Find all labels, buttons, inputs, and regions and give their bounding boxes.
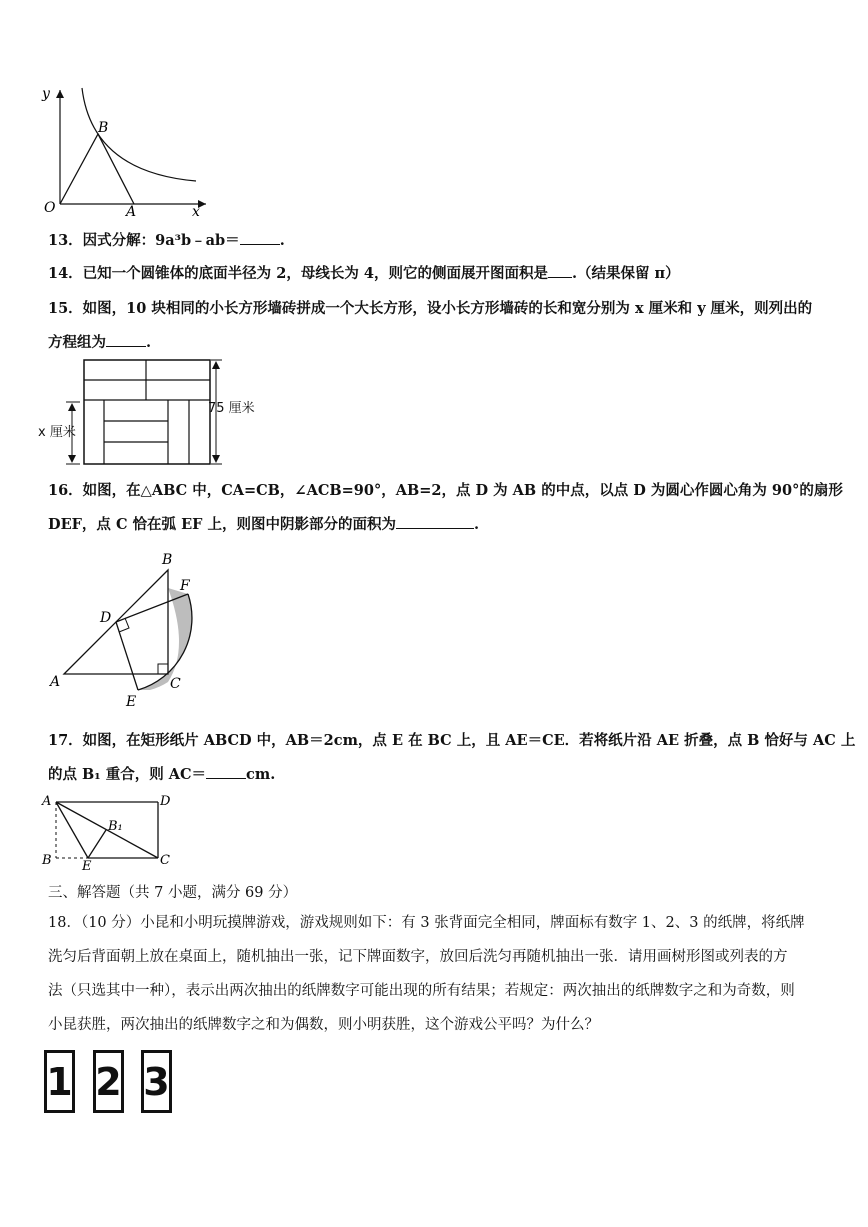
answer-blank[interactable] [396, 514, 474, 529]
question-15-line-1: 15．如图，10 块相同的小长方形墙砖拼成一个大长方形，设小长方形墙砖的长和宽分别为 x 厘米和 y 厘米，则列出的 [48, 300, 813, 317]
point-d-label: D [100, 610, 112, 626]
question-16-end: . [474, 516, 480, 533]
question-16-text: DEF，点 C 恰在弧 EF 上，则图中阴影部分的面积为 [48, 516, 396, 533]
section-3-heading: 三、解答题（共 7 小题，满分 69 分） [48, 885, 298, 901]
point-f-label: F [180, 578, 190, 594]
question-17-text: 的点 B₁ 重合，则 AC＝ [48, 766, 207, 783]
point-e-label: E [126, 694, 137, 710]
question-17-line-2 [48, 763, 275, 784]
question-18-line-2: 洗匀后背面朝上放在桌面上，随机抽出一张，记下牌面数字，放回后洗匀再随机抽出一张．请用画树形图或列表的方 [48, 949, 788, 965]
bricks-figure [36, 354, 266, 472]
width-label: x 厘米 [38, 425, 76, 440]
question-16-line-2 [48, 513, 479, 534]
point-a-label: A [42, 794, 52, 809]
question-16-line-1: 16．如图，在△ABC 中，CA=CB，∠ACB=90°，AB=2，点 D 为 AB 的中点，以点 D 为圆心作圆心角为 90°的扇形 [48, 482, 843, 499]
rectangle-fold-figure [36, 790, 186, 872]
point-a-label: A [126, 204, 137, 219]
point-b-label: B [162, 552, 173, 568]
x-axis-label: x [192, 204, 200, 219]
point-b1-label: B₁ [108, 819, 123, 834]
answer-blank[interactable] [106, 332, 146, 347]
question-13-text: 13．因式分解：9a³b﹣ab＝ [48, 232, 240, 249]
answer-blank[interactable] [240, 230, 280, 245]
question-14 [48, 262, 680, 283]
point-d-label: D [160, 794, 171, 809]
point-e-label: E [82, 859, 92, 872]
answer-blank[interactable] [548, 263, 572, 278]
question-15-end: . [146, 334, 152, 351]
card-number: 2 [95, 1059, 122, 1104]
question-15-line-2 [48, 331, 151, 352]
question-14-end: .（结果保留 π） [571, 265, 680, 282]
card-3 [141, 1050, 172, 1113]
card-number: 1 [46, 1059, 73, 1104]
point-b-label: B [42, 853, 52, 868]
point-a-label: A [50, 674, 61, 690]
card-2 [93, 1050, 124, 1113]
question-18-line-4: 小昆获胜，两次抽出的纸牌数字之和为偶数，则小明获胜，这个游戏公平吗？为什么？ [48, 1017, 599, 1033]
point-c-label: C [170, 676, 181, 692]
question-17-end: cm. [246, 766, 276, 783]
card-number: 3 [143, 1059, 170, 1104]
question-17-line-1: 17．如图，在矩形纸片 ABCD 中，AB＝2cm，点 E 在 BC 上，且 AE＝CE．若将纸片沿 AE 折叠，点 B 恰好与 AC 上 [48, 732, 856, 749]
point-b-label: B [98, 120, 109, 136]
answer-blank[interactable] [206, 764, 246, 779]
hyperbola-figure [36, 84, 216, 219]
point-c-label: C [160, 853, 170, 868]
height-label: 75 厘米 [208, 401, 255, 416]
question-13 [48, 229, 285, 250]
triangle-sector-figure [40, 548, 210, 710]
question-18-line-1: 18．（10 分）小昆和小明玩摸牌游戏，游戏规则如下：有 3 张背面完全相同，牌面标有数字 1、2、3 的纸牌，将纸牌 [48, 915, 805, 931]
card-1 [44, 1050, 75, 1113]
origin-label: O [44, 200, 56, 216]
question-14-text: 14．已知一个圆锥体的底面半径为 2，母线长为 4，则它的侧面展开图面积是 [48, 265, 548, 282]
question-15-text: 方程组为 [48, 334, 106, 351]
y-axis-label: y [42, 86, 50, 102]
question-13-end: . [279, 232, 285, 249]
question-18-line-3: 法（只选其中一种），表示出两次抽出的纸牌数字可能出现的所有结果；若规定：两次抽出的纸牌数字之和为奇数，则 [48, 983, 795, 999]
